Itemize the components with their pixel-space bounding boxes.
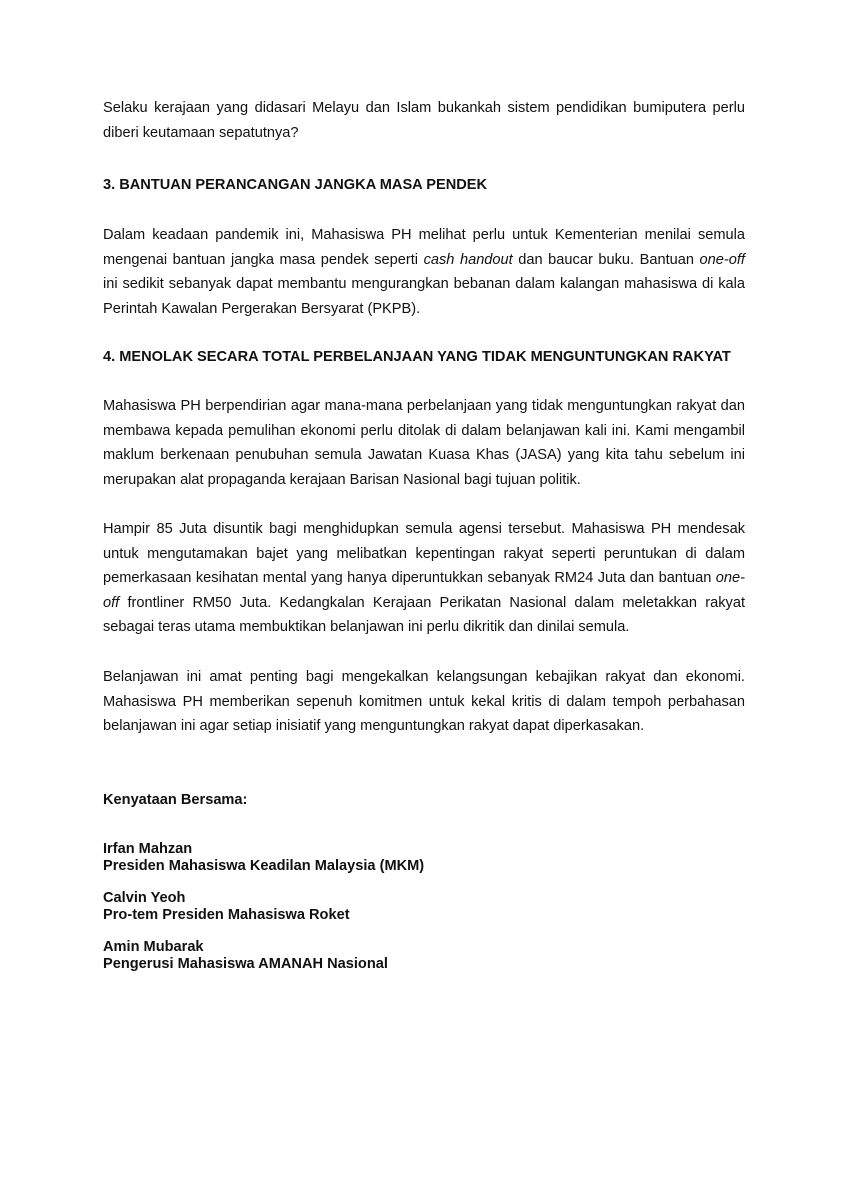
paragraph-budget-importance: Belanjawan ini amat penting bagi mengekalkan kelangsungan kebajikan rakyat dan ekonomi. Mahasiswa PH memberikan sepenuh komitmen untuk kekal kritis di dalam tempoh perbahasan belanjawan ini agar setiap inisiatif yang menguntungkan rakyat dapat diperkasakan.: [103, 669, 745, 734]
italic-term: one-off: [103, 570, 745, 611]
paragraph-reject-spending: Mahasiswa PH berpendirian agar mana-mana perbelanjaan yang tidak menguntungkan rakyat dan membawa kepada pemulihan ekonomi perlu ditolak di dalam belanjawan kali ini. Kami mengambil maklum berkenaan penubuhan semula Jawatan Kuasa Khas (JASA) yang kita tahu sebelum ini merupakan alat propaganda kerajaan Barisan Nasional bagi tujuan politik.: [103, 398, 745, 488]
italic-term: one-off: [699, 251, 745, 268]
joint-statement-heading: Kenyataan Bersama:: [103, 792, 248, 808]
signatory-title: Pengerusi Mahasiswa AMANAH Nasional: [103, 956, 388, 972]
paragraph-text: dan baucar buku. Bantuan: [512, 251, 700, 268]
signatory-title: Presiden Mahasiswa Keadilan Malaysia (MKM): [103, 858, 425, 874]
paragraph-short-term-aid: [103, 223, 745, 321]
signatory-block: [103, 939, 388, 973]
signatory-name: Calvin Yeoh: [103, 890, 186, 906]
section-heading-4: 4. MENOLAK SECARA TOTAL PERBELANJAAN YANG TIDAK MENGUNTUNGKAN RAKYAT: [103, 349, 731, 365]
section-heading-3: 3. BANTUAN PERANCANGAN JANGKA MASA PENDEK: [103, 177, 488, 193]
paragraph-text: ini sedikit sebanyak dapat membantu mengurangkan bebanan dalam kalangan mahasiswa di kala Perintah Kawalan Pergerakan Bersyarat (PKPB).: [103, 276, 745, 317]
paragraph-text: frontliner RM50 Juta. Kedangkalan Kerajaan Perikatan Nasional dalam meletakkan rakyat sebagai teras utama membuktikan belanjawan ini perlu dikritik dan dinilai semula.: [103, 594, 745, 635]
signatory-name: Irfan Mahzan: [103, 841, 193, 857]
paragraph-85-million: [103, 517, 745, 640]
signatory-title: Pro-tem Presiden Mahasiswa Roket: [103, 907, 350, 923]
signatory-block: [103, 841, 424, 875]
paragraph-text: Hampir 85 Juta disuntik bagi menghidupkan semula agensi tersebut. Mahasiswa PH mendesak untuk mengutamakan bajet yang melibatkan kepentingan rakyat seperti peruntukan di dalam pemerkasaan kesihatan mental yang hanya diperuntukkan sebanyak RM24 Juta dan bantuan: [103, 521, 745, 586]
signatory-name: Amin Mubarak: [103, 939, 204, 955]
paragraph-text: Dalam keadaan pandemik ini, Mahasiswa PH melihat perlu untuk Kementerian menilai semula mengenai bantuan jangka masa pendek seperti: [103, 227, 745, 268]
italic-term: cash handout: [423, 251, 513, 268]
signatory-block: [103, 890, 350, 924]
paragraph-bumiputera-education: Selaku kerajaan yang didasari Melayu dan Islam bukankah sistem pendidikan bumiputera perlu diberi keutamaan sepatutnya?: [103, 100, 745, 141]
